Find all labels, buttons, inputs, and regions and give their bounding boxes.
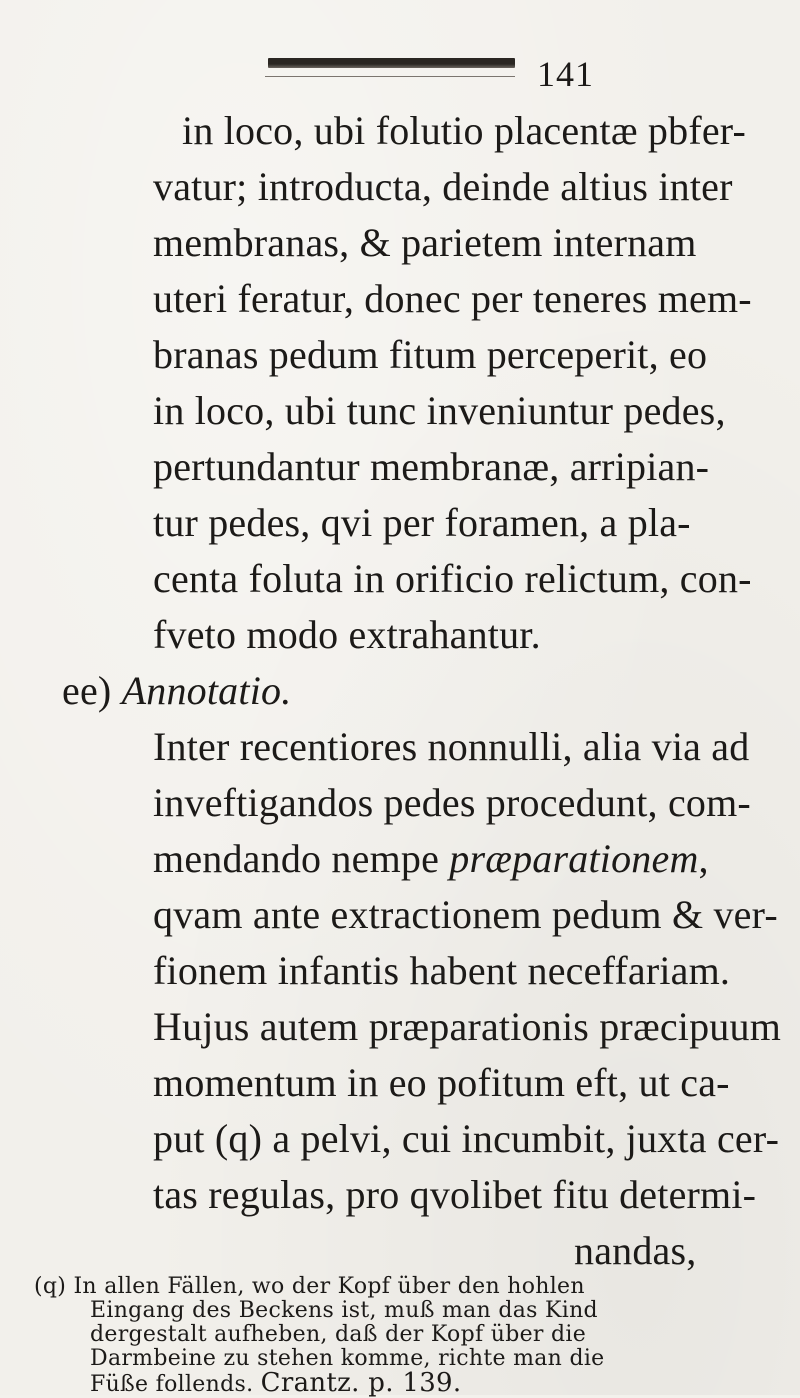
- body-line: [153, 1058, 730, 1108]
- text-run: Füße follends.: [90, 1372, 261, 1397]
- text-run: qvam ante extractionem pedum & ver-: [153, 892, 778, 937]
- body-line: [153, 162, 733, 212]
- text-run: Hujus autem præparationis præcipuum: [153, 1004, 782, 1049]
- footnote-line: [90, 1299, 598, 1323]
- text-run: in loco, ubi tunc inveniuntur pedes,: [153, 388, 726, 433]
- text-run: Darmbeine zu stehen komme, richte man die: [90, 1346, 605, 1371]
- body-line: [153, 722, 749, 772]
- text-run: tas regulas, pro qvolibet fitu determi-: [153, 1172, 757, 1217]
- body-line: [153, 330, 707, 380]
- footnote-line: [34, 1275, 585, 1299]
- header-thin-rule: [265, 76, 515, 77]
- text-run: put (q) a pelvi, cui incumbit, juxta cer-: [153, 1116, 780, 1161]
- body-line: [153, 610, 541, 660]
- text-run: nandas,: [574, 1228, 697, 1273]
- body-line: [153, 274, 752, 324]
- text-run: mendando nempe: [153, 836, 450, 881]
- catchword: [574, 1226, 696, 1276]
- text-run: branas pedum fitum perceperit, eo: [153, 332, 708, 377]
- body-line: [153, 442, 709, 492]
- text-run: inveftigandos pedes procedunt, com-: [153, 780, 751, 825]
- text-run: pertundantur membranæ, arripian-: [153, 444, 710, 489]
- text-run: tur pedes, qvi per foramen, a pla-: [153, 500, 691, 545]
- body-line: [153, 890, 778, 940]
- text-run: uteri feratur, donec per teneres mem-: [153, 276, 752, 321]
- citation-text: Crantz. p. 139.: [260, 1368, 462, 1398]
- text-run: dergestalt aufheben, daß der Kopf über die: [90, 1322, 587, 1347]
- body-line: [153, 498, 691, 548]
- footnote-line: [90, 1368, 462, 1398]
- text-run: centa foluta in orificio relictum, con-: [153, 556, 752, 601]
- header-ornament-rule: [268, 58, 515, 68]
- text-run: ,: [698, 836, 709, 881]
- text-run: (q) In allen Fällen, wo der Kopf über den hohlen: [34, 1274, 585, 1299]
- text-run: fveto modo extrahantur.: [153, 612, 541, 657]
- text-run: momentum in eo pofitum eft, ut ca-: [153, 1060, 730, 1105]
- text-run: Eingang des Beckens ist, muß man das Kind: [90, 1298, 598, 1323]
- italic-text: Annotatio.: [121, 668, 292, 713]
- body-line: [153, 1114, 779, 1164]
- annotation-heading: [62, 666, 291, 716]
- text-run: in loco, ubi folutio placentæ pbfer-: [182, 108, 747, 153]
- text-run: vatur; introducta, deinde altius inter: [153, 164, 733, 209]
- body-line: [153, 946, 730, 996]
- body-line: [153, 778, 751, 828]
- body-line: [153, 554, 752, 604]
- body-line: [182, 106, 746, 156]
- text-run: Inter recentiores nonnulli, alia via ad: [153, 724, 750, 769]
- body-line: [153, 1170, 756, 1220]
- text-run: ee): [62, 668, 122, 713]
- body-line: [153, 218, 697, 268]
- body-line: [153, 1002, 781, 1052]
- italic-text: præparationem: [449, 836, 699, 881]
- body-line: [153, 834, 709, 884]
- page-number: 141: [537, 54, 594, 94]
- footnote-line: [90, 1323, 586, 1347]
- body-line: [153, 386, 726, 436]
- text-run: fionem infantis habent neceffariam.: [153, 948, 731, 993]
- text-run: membranas, & parietem internam: [153, 220, 697, 265]
